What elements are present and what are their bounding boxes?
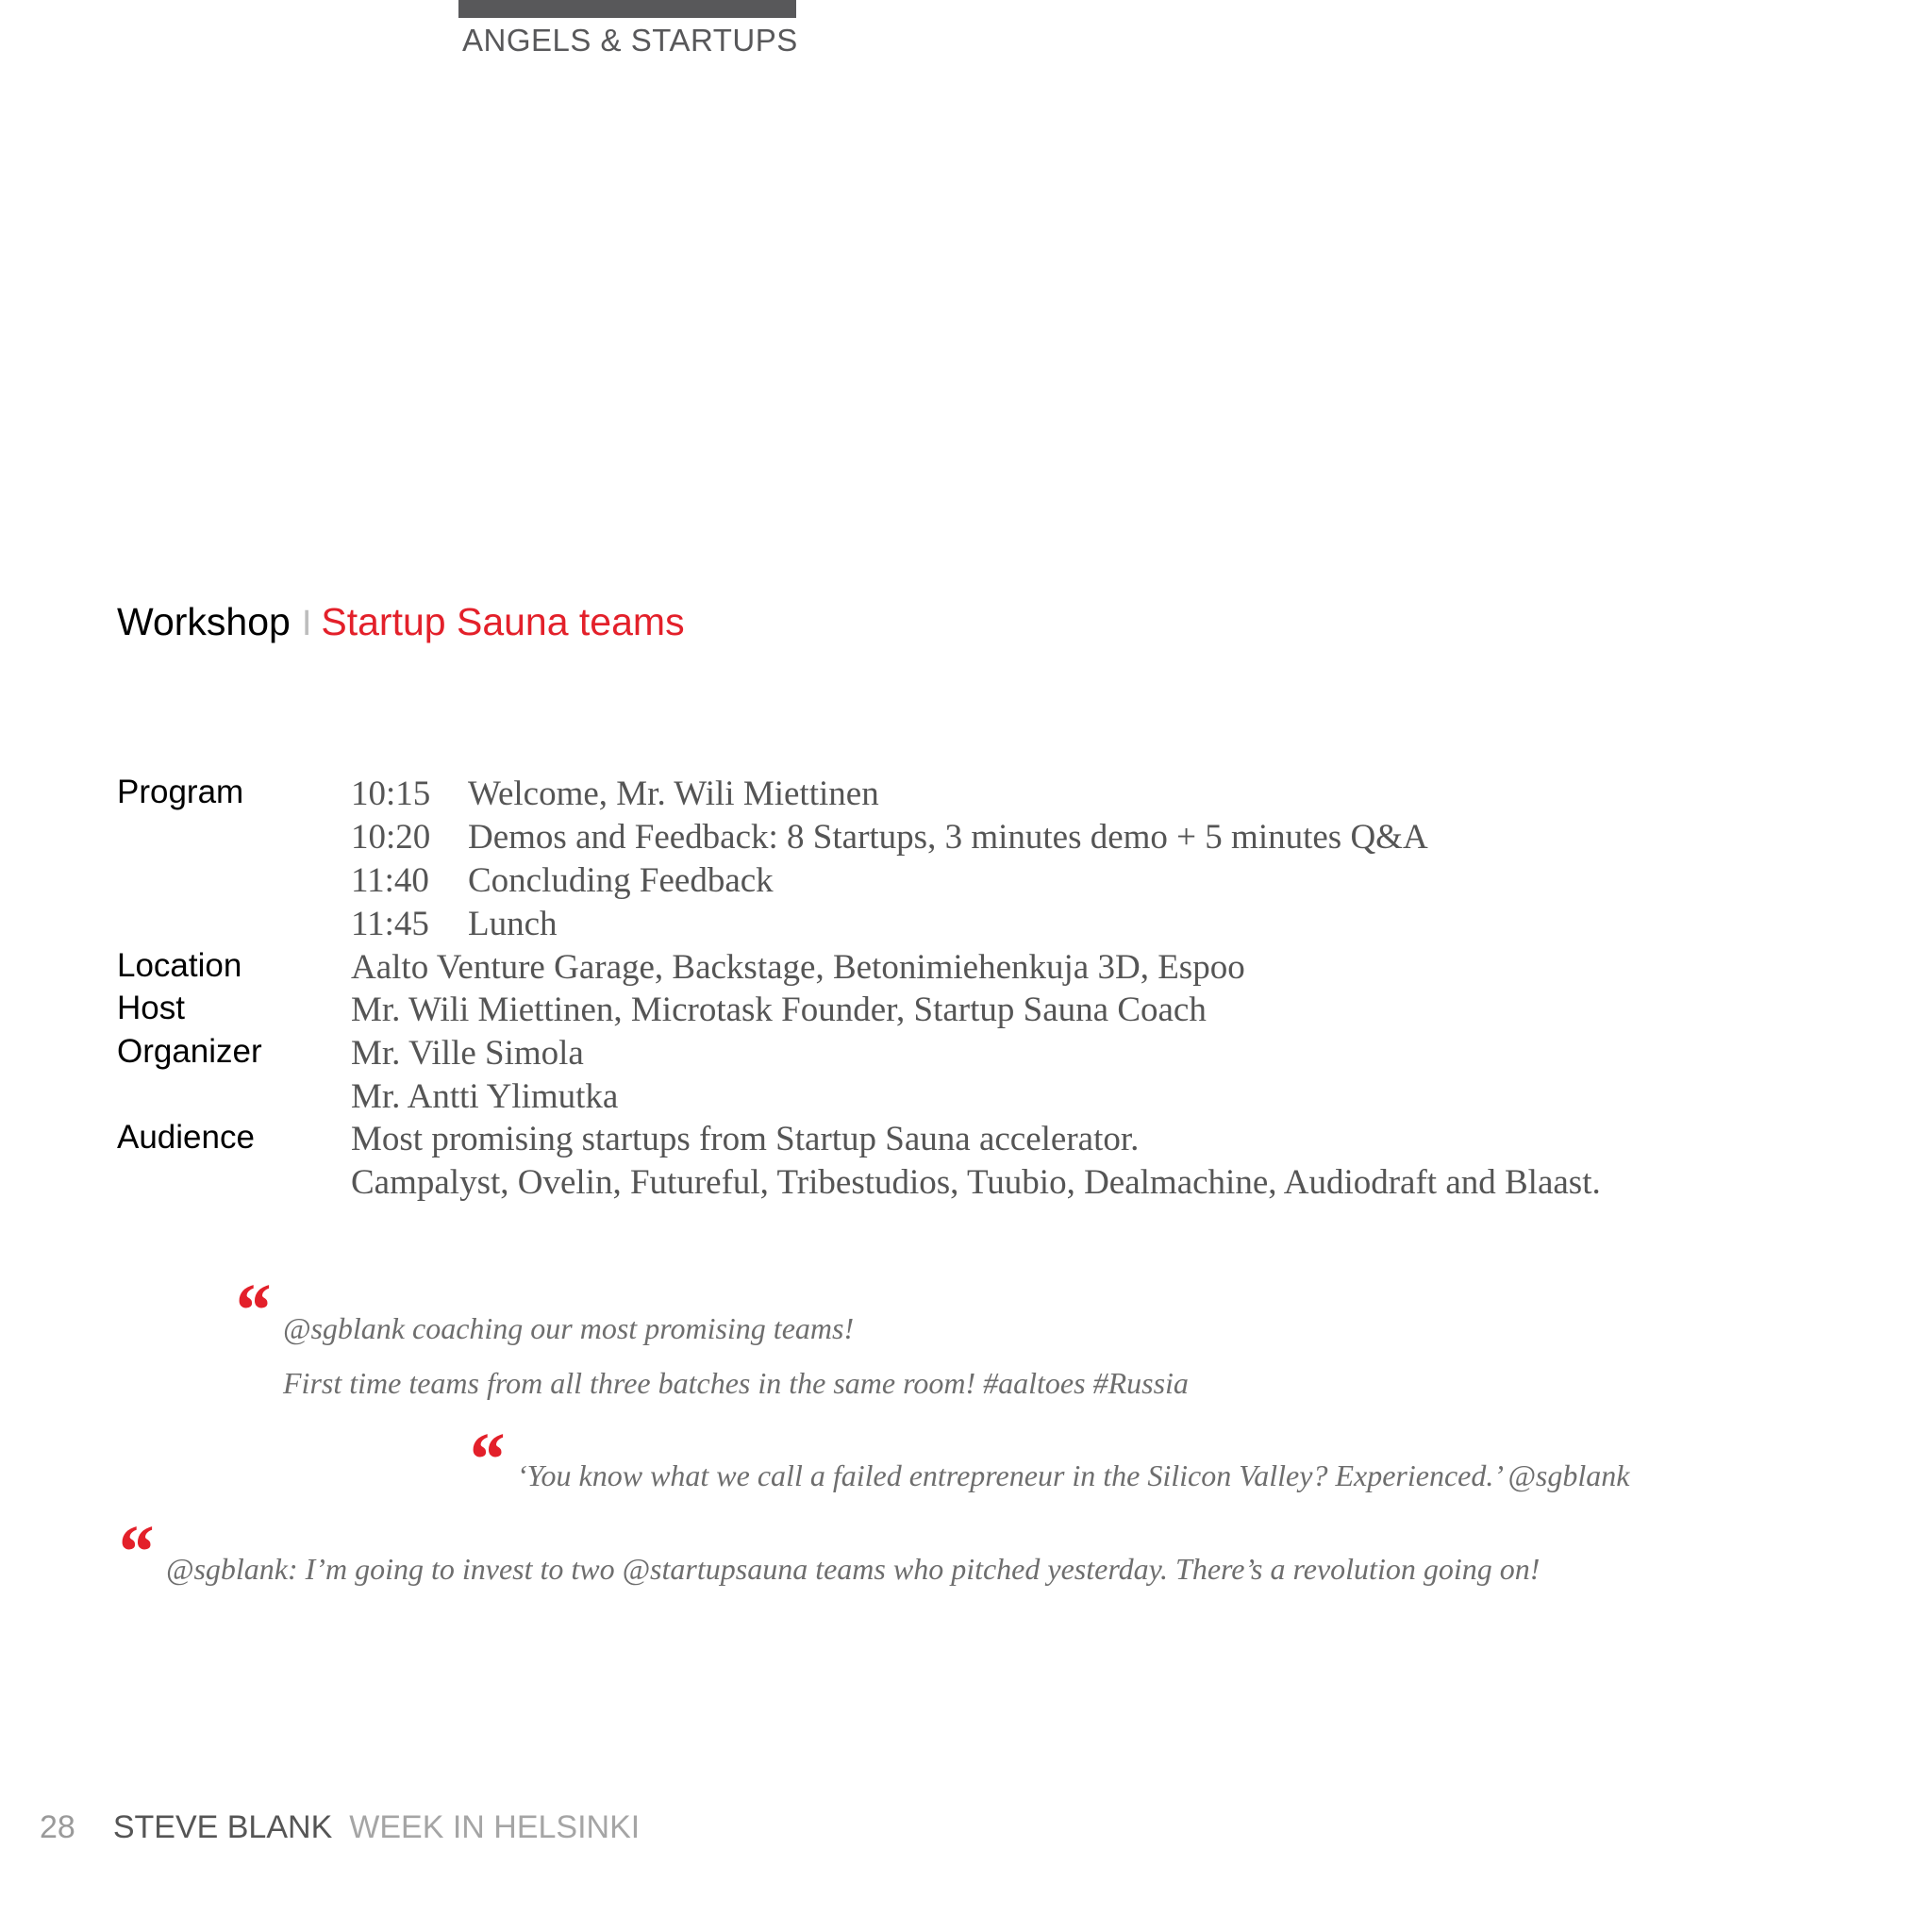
organizer-label: Organizer [117,1033,262,1070]
audience-label: Audience [117,1119,255,1156]
footer-publication: WEEK IN HELSINKI [349,1809,641,1845]
page-footer [40,1809,640,1846]
program-description: Welcome, Mr. Wili Miettinen [468,774,879,813]
page-number: 28 [40,1809,75,1845]
quote-mark-icon: “ [232,1270,270,1353]
program-description: Lunch [468,905,558,943]
quote-mark-icon: “ [115,1511,153,1594]
location-label: Location [117,947,242,984]
program-label: Program [117,774,244,810]
organizer-value: Mr. Ville Simola [351,1034,584,1073]
quote-line: @sgblank coaching our most promising teams! [283,1311,855,1345]
host-value: Mr. Wili Miettinen, Microtask Founder, Startup Sauna Coach [351,991,1207,1029]
program-time: 11:45 [351,905,429,943]
program-description: Demos and Feedback: 8 Startups, 3 minutes demo + 5 minutes Q&A [468,818,1428,857]
program-time: 11:40 [351,861,429,900]
program-time: 10:20 [351,818,431,857]
audience-value: Most promising startups from Startup Sauna accelerator. [351,1120,1140,1158]
section-tab-bar [458,0,796,18]
location-value: Aalto Venture Garage, Backstage, Betonimiehenkuja 3D, Espoo [351,948,1245,987]
quote-line: @sgblank: I’m going to invest to two @startupsauna teams who pitched yesterday. There’s a revolution going on! [166,1552,1541,1586]
page-heading [117,600,685,644]
program-time: 10:15 [351,774,431,813]
footer-author: STEVE BLANK [112,1809,333,1845]
heading-separator: I [301,604,312,643]
program-description: Concluding Feedback [468,861,774,900]
section-title: ANGELS & STARTUPS [462,23,798,58]
quote-mark-icon: “ [466,1419,504,1502]
heading-title: Startup Sauna teams [321,600,685,643]
organizer-value: Mr. Antti Ylimutka [351,1077,619,1116]
audience-value: Campalyst, Ovelin, Futureful, Tribestudios, Tuubio, Dealmachine, Audiodraft and Blaast. [351,1163,1601,1202]
quote-line: First time teams from all three batches in the same room! #aaltoes #Russia [283,1366,1189,1400]
heading-prefix: Workshop [117,600,291,643]
host-label: Host [117,990,185,1026]
quote-line: ‘You know what we call a failed entrepreneur in the Silicon Valley? Experienced.’ @sgblank [517,1458,1630,1492]
